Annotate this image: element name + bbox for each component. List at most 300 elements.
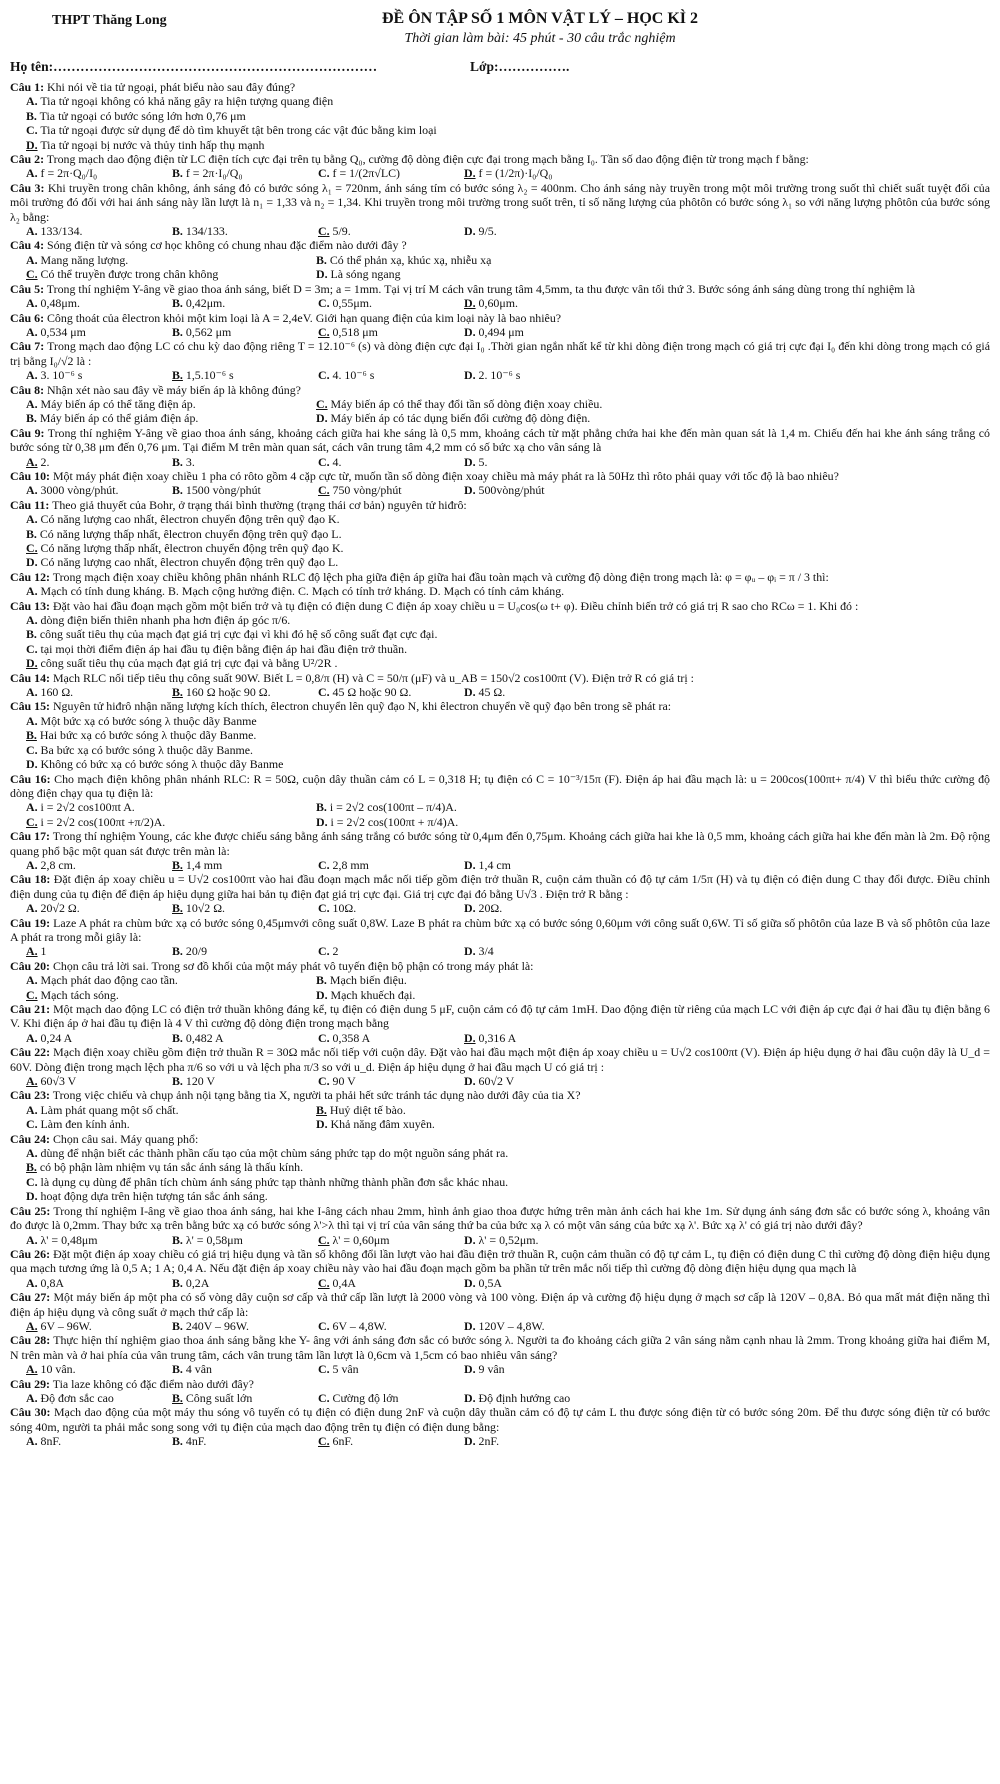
question-body: Đặt vào hai đầu đoạn mạch gồm một biến trở và tụ điện có điện dung C điện áp xoay chiều u = U₀cos(ω t+ φ). Điều chỉnh biến trở có giá trị R sao cho RCω = 1. Khi đó : xyxy=(49,598,859,613)
option-letter: D. xyxy=(464,1030,476,1045)
question-10 xyxy=(10,469,990,498)
answer-option[interactable] xyxy=(26,138,990,152)
option-text: 1,5.10⁻⁶ s xyxy=(182,368,234,383)
option-text: i = 2√2 cos(100πt + π/4)A. xyxy=(327,814,459,829)
question-24 xyxy=(10,1132,990,1204)
option-letter: A. xyxy=(26,454,38,469)
answer-option[interactable] xyxy=(172,1074,318,1088)
answer-option[interactable] xyxy=(26,527,990,541)
answer-option[interactable] xyxy=(464,901,610,915)
answer-option[interactable] xyxy=(464,1074,610,1088)
answer-option[interactable] xyxy=(318,1031,464,1045)
option-letter: C. xyxy=(318,224,330,239)
option-letter: A. xyxy=(26,368,38,383)
answer-option[interactable] xyxy=(464,1276,610,1290)
option-text: Mạch có tính dung kháng. B. Mạch cộng hưởng điện. C. Mạch có tính trở kháng. D. Mạch có tính cảm kháng. xyxy=(37,584,565,599)
answer-option[interactable] xyxy=(172,1319,318,1333)
answer-option[interactable] xyxy=(464,296,610,310)
option-text: λ' = 0,58μm xyxy=(182,1232,243,1247)
answer-option[interactable] xyxy=(172,1233,318,1247)
option-letter: A. xyxy=(26,1275,38,1290)
answer-option[interactable] xyxy=(172,483,318,497)
answer-option[interactable] xyxy=(318,1362,464,1376)
option-text: Độ đơn sắc cao xyxy=(37,1390,114,1405)
question-label: Câu 21: xyxy=(10,1002,51,1016)
answer-option[interactable] xyxy=(26,1031,172,1045)
option-text: 0,482 A xyxy=(182,1030,224,1045)
question-text xyxy=(10,599,990,613)
option-text: 0,2A xyxy=(182,1275,210,1290)
option-text: 134/133. xyxy=(182,224,228,239)
option-text: 5. xyxy=(475,454,488,469)
answer-option[interactable] xyxy=(172,1362,318,1376)
option-letter: C. xyxy=(26,641,38,656)
option-letter: D. xyxy=(316,814,328,829)
student-name-field: Họ tên:……………………………………………………………… xyxy=(10,59,378,74)
answer-option[interactable] xyxy=(172,901,318,915)
option-letter: B. xyxy=(172,1030,183,1045)
question-label: Câu 30: xyxy=(10,1405,51,1420)
answer-option[interactable] xyxy=(318,1319,464,1333)
question-label: Câu 26: xyxy=(10,1246,51,1261)
option-letter: D. xyxy=(464,1434,476,1449)
answer-option[interactable] xyxy=(26,613,990,627)
answer-option[interactable] xyxy=(318,296,464,310)
answer-option[interactable] xyxy=(318,944,464,958)
answer-option[interactable] xyxy=(318,901,464,915)
question-19 xyxy=(10,916,990,959)
answer-option[interactable] xyxy=(172,1391,318,1405)
option-text: 0,24 A xyxy=(37,1030,73,1045)
answer-option[interactable] xyxy=(26,411,316,425)
option-letter: A. xyxy=(26,613,38,628)
option-letter: B. xyxy=(172,166,183,181)
answer-option[interactable] xyxy=(172,166,318,180)
option-text: Không có bức xạ có bước sóng λ thuộc dãy Banme xyxy=(37,757,284,772)
answer-option[interactable] xyxy=(318,1233,464,1247)
answer-option[interactable] xyxy=(26,728,990,742)
question-label: Câu 24: xyxy=(10,1131,50,1146)
answer-option[interactable] xyxy=(316,800,606,814)
answer-option[interactable] xyxy=(172,685,318,699)
option-text: 0,5A xyxy=(475,1275,502,1290)
answer-option[interactable] xyxy=(26,1434,172,1448)
answer-option[interactable] xyxy=(316,253,606,267)
option-text: Tia tử ngoại được sử dụng để dò tìm khuyết tật bên trong các vật đúc bằng kim loại xyxy=(37,123,437,138)
option-text: 4. 10⁻⁶ s xyxy=(329,368,375,383)
answer-option[interactable] xyxy=(26,555,990,569)
option-letter: A. xyxy=(26,973,38,988)
option-list xyxy=(10,1319,990,1333)
question-28 xyxy=(10,1333,990,1376)
question-13 xyxy=(10,599,990,671)
option-letter: D. xyxy=(316,1117,328,1132)
option-letter: D. xyxy=(464,224,476,239)
answer-option[interactable] xyxy=(26,267,316,281)
answer-option[interactable] xyxy=(172,224,318,238)
option-text: 1 xyxy=(37,944,47,959)
answer-option[interactable] xyxy=(318,166,464,180)
option-letter: C. xyxy=(318,1318,330,1333)
question-text xyxy=(10,829,990,858)
option-text: i = 2√2 cos(100πt +π/2)A. xyxy=(37,814,166,829)
option-letter: C. xyxy=(318,685,330,700)
question-16 xyxy=(10,772,990,830)
option-text: 240V – 96W. xyxy=(182,1318,249,1333)
question-body: Laze A phát ra chùm bức xạ có bước sóng 0,45μmvới công suất 0,8W. Laze B phát ra chùm bức xạ có bước sóng 0,60μm với công suất 0,6W. Tỉ số giữa số phôtôn của laze B và số phôtôn của laze A phát ra trong mỗi giây là: xyxy=(10,915,990,944)
option-text: 0,316 A xyxy=(475,1030,517,1045)
answer-option[interactable] xyxy=(172,1276,318,1290)
answer-option[interactable] xyxy=(318,685,464,699)
option-letter: D. xyxy=(464,368,476,383)
answer-option[interactable] xyxy=(464,1233,610,1247)
answer-option[interactable] xyxy=(318,1276,464,1290)
question-text xyxy=(10,498,990,512)
option-text: 2. 10⁻⁶ s xyxy=(475,368,521,383)
option-text: 2 xyxy=(329,944,339,959)
option-letter: C. xyxy=(318,1390,330,1405)
question-body: Đặt một điện áp xoay chiều có giá trị hiệu dụng và tần số không đổi lần lượt vào hai đầu điện trở thuần R, cuộn cảm thuần có độ tự cảm L, tụ điện có điện dung C thì cường độ dòng điện hiệu dụng qua mạch tương ứng là 0,5 A; 1 A; 0,4 A. Nếu đặt điện áp xoay chiều này vào hai đầu đoạn mạch gồm ba phần tử trên mắc nối tiếp thì cường độ dòng điện hiệu dụng qua mạch là xyxy=(10,1246,990,1276)
question-25 xyxy=(10,1204,990,1247)
answer-option[interactable] xyxy=(464,368,610,382)
question-body: Trong thí nghiệm I-âng về giao thoa ánh sáng, hai khe I-âng cách nhau 2mm, hình ảnh giao thoa được hứng trên màn ảnh cách hai khe 1m. Sử dụng ánh sáng đơn sắc có bước sóng λ, khoảng vân đo được là 0,2mm. Thay bức xạ trên bằng bức xạ có bước sóng λ'>λ thì tại vị trí của vân sáng thứ ba của bức xạ λ có một vân sáng của bức xạ λ'. Bức xạ λ' có giá trị nào dưới đây? xyxy=(10,1203,990,1233)
question-body: Một máy phát điện xoay chiều 1 pha có rôto gồm 4 cặp cực từ, muốn tần số dòng điện xoay chiều mà máy phát ra là 50Hz thì rôto phải quay với tốc độ là bao nhiêu? xyxy=(49,468,839,483)
option-text: Mang năng lượng. xyxy=(37,252,129,267)
option-letter: A. xyxy=(26,857,38,872)
answer-option[interactable] xyxy=(26,1189,990,1203)
answer-option[interactable] xyxy=(316,973,606,987)
answer-option[interactable] xyxy=(464,1362,610,1376)
answer-option[interactable] xyxy=(464,685,610,699)
option-letter: A. xyxy=(26,396,38,411)
option-list xyxy=(10,973,990,1002)
answer-option[interactable] xyxy=(316,411,606,425)
option-list xyxy=(10,800,990,829)
answer-option[interactable] xyxy=(316,988,606,1002)
option-letter: B. xyxy=(26,411,37,426)
question-body: Thực hiện thí nghiệm giao thoa ánh sáng bằng khe Y- âng với ánh sáng đơn sắc có bước sóng λ. Người ta đo khoảng cách giữa 2 vân sáng nằm cạnh nhau là 2mm. Trong khoảng giữa hai điểm M, N trên màn và ở hai phía của vân trung tâm, cách vân trung tâm lần lượt là 0,6cm và 1,5cm có bao nhiêu vân sáng? xyxy=(10,1333,990,1362)
answer-option[interactable] xyxy=(26,800,316,814)
question-label: Câu 20: xyxy=(10,958,50,973)
question-text xyxy=(10,1290,990,1319)
option-list xyxy=(10,1146,990,1204)
option-text: Mạch khuếch đại. xyxy=(327,987,416,1002)
option-letter: D. xyxy=(316,267,328,282)
option-text: Máy biến áp có thể thay đổi tần số dòng điện xoay chiều. xyxy=(327,396,603,411)
option-letter: D. xyxy=(316,411,328,426)
question-label: Câu 12: xyxy=(10,569,50,584)
question-body: Mạch điện xoay chiều gồm điện trở thuần R = 30Ω mắc nối tiếp với cuộn dây. Đặt vào hai đầu mạch một điện áp xoay chiều u = U√2 cos100πt (V). Điện áp hiệu dụng ở hai đầu cuộn dây là U_d = 60V. Dòng điện trong mạch lệch pha π/6 so với u và lệch pha π/3 so với u_d. Điện áp hiệu dụng ở hai đầu mạch U có giá trị : xyxy=(10,1045,990,1074)
answer-option[interactable] xyxy=(26,541,990,555)
question-label: Câu 3: xyxy=(10,180,45,195)
answer-option[interactable] xyxy=(26,325,172,339)
option-text: công suất tiêu thụ của mạch đạt giá trị cực đại vì khi đó hệ số công suất đạt cực đại. xyxy=(36,627,438,642)
answer-option[interactable] xyxy=(26,1362,172,1376)
answer-option[interactable] xyxy=(26,757,990,771)
question-label: Câu 5: xyxy=(10,281,45,296)
question-text xyxy=(10,1002,990,1031)
question-text xyxy=(10,426,990,455)
answer-option[interactable] xyxy=(26,988,316,1002)
answer-option[interactable] xyxy=(464,224,610,238)
question-label: Câu 4: xyxy=(10,238,45,253)
question-26 xyxy=(10,1247,990,1290)
answer-option[interactable] xyxy=(172,1434,318,1448)
question-body: Sóng điện từ và sóng cơ học không có chung nhau đặc điểm nào dưới đây ? xyxy=(44,238,407,253)
option-text: 750 vòng/phút xyxy=(329,483,402,498)
answer-option[interactable] xyxy=(26,1074,172,1088)
answer-option[interactable] xyxy=(464,455,610,469)
option-text: 60√3 V xyxy=(37,1074,77,1089)
option-letter: D. xyxy=(464,324,476,339)
option-letter: A. xyxy=(26,584,38,599)
option-letter: B. xyxy=(172,296,183,311)
answer-option[interactable] xyxy=(172,944,318,958)
answer-option[interactable] xyxy=(172,455,318,469)
option-letter: A. xyxy=(26,166,38,181)
option-text: 9/5. xyxy=(475,224,497,239)
option-letter: B. xyxy=(172,857,183,872)
option-letter: D. xyxy=(464,1318,476,1333)
option-letter: D. xyxy=(26,137,38,152)
option-text: 0,4A xyxy=(329,1275,356,1290)
answer-option[interactable] xyxy=(318,368,464,382)
question-list xyxy=(10,80,990,1449)
answer-option[interactable] xyxy=(26,815,316,829)
answer-option[interactable] xyxy=(26,123,990,137)
option-letter: C. xyxy=(26,742,38,757)
answer-option[interactable] xyxy=(26,253,316,267)
option-letter: C. xyxy=(318,1232,330,1247)
answer-option[interactable] xyxy=(318,224,464,238)
option-list xyxy=(10,296,990,310)
answer-option[interactable] xyxy=(26,224,172,238)
option-text: 133/134. xyxy=(37,224,83,239)
option-text: Tia tử ngoại không có khả năng gây ra hiện tượng quang điện xyxy=(37,94,334,109)
option-list xyxy=(10,94,990,152)
answer-option[interactable] xyxy=(26,397,316,411)
option-list xyxy=(10,1434,990,1448)
question-label: Câu 10: xyxy=(10,468,50,483)
option-text: λ' = 0,52μm. xyxy=(475,1232,539,1247)
answer-option[interactable] xyxy=(318,1074,464,1088)
option-letter: B. xyxy=(172,1074,183,1089)
option-list xyxy=(10,1362,990,1376)
option-letter: C. xyxy=(318,368,330,383)
option-text: Làm đen kính ảnh. xyxy=(37,1117,130,1132)
option-list xyxy=(10,166,990,180)
answer-option[interactable] xyxy=(26,1146,990,1160)
option-text: f = 2π·I₀/Q₀ xyxy=(182,166,243,181)
option-list xyxy=(10,1276,990,1290)
option-text: 3. xyxy=(182,454,195,469)
answer-option[interactable] xyxy=(26,483,172,497)
option-text: công suất tiêu thụ của mạch đạt giá trị cực đại và bằng U²/2R . xyxy=(37,656,338,671)
question-27 xyxy=(10,1290,990,1333)
option-letter: C. xyxy=(318,296,330,311)
option-text: 2nF. xyxy=(475,1434,500,1449)
answer-option[interactable] xyxy=(26,1276,172,1290)
option-letter: A. xyxy=(26,685,38,700)
option-text: Hai bức xạ có bước sóng λ thuộc dãy Banme. xyxy=(36,728,257,743)
answer-option[interactable] xyxy=(318,858,464,872)
answer-option[interactable] xyxy=(26,368,172,382)
question-label: Câu 27: xyxy=(10,1290,51,1305)
option-letter: A. xyxy=(26,1146,38,1161)
option-text: λ' = 0,48μm xyxy=(37,1232,98,1247)
option-text: 0,8A xyxy=(37,1275,64,1290)
answer-option[interactable] xyxy=(464,1319,610,1333)
option-text: Máy biến áp có thể giảm điện áp. xyxy=(36,411,199,426)
option-letter: D. xyxy=(464,1390,476,1405)
answer-option[interactable] xyxy=(316,397,606,411)
answer-option[interactable] xyxy=(26,714,990,728)
option-letter: C. xyxy=(318,857,330,872)
option-letter: D. xyxy=(464,857,476,872)
option-letter: A. xyxy=(26,1390,38,1405)
answer-option[interactable] xyxy=(318,455,464,469)
answer-option[interactable] xyxy=(26,1391,172,1405)
question-29 xyxy=(10,1377,990,1406)
option-list xyxy=(10,944,990,958)
question-text xyxy=(10,1045,990,1074)
answer-option[interactable] xyxy=(316,1103,606,1117)
answer-option[interactable] xyxy=(316,815,606,829)
option-list xyxy=(10,1074,990,1088)
option-text: 6V – 96W. xyxy=(37,1318,92,1333)
answer-option[interactable] xyxy=(318,1391,464,1405)
answer-option[interactable] xyxy=(172,368,318,382)
answer-option[interactable] xyxy=(26,642,990,656)
question-body: Trong thí nghiệm Y-âng về giao thoa ánh sáng, biết D = 3m; a = 1mm. Tại vị trí M cách vân trung tâm 4,5mm, ta thu được vân tối thứ 3. Bước sóng ánh sáng dùng trong thí nghiệm là xyxy=(44,281,915,296)
question-text xyxy=(10,339,990,368)
answer-option[interactable] xyxy=(318,483,464,497)
option-text: 5/9. xyxy=(329,224,351,239)
answer-option[interactable] xyxy=(26,1319,172,1333)
option-letter: A. xyxy=(26,94,38,109)
answer-option[interactable] xyxy=(316,267,606,281)
question-text xyxy=(10,383,990,397)
answer-option[interactable] xyxy=(26,627,990,641)
answer-option[interactable] xyxy=(26,109,990,123)
answer-option[interactable] xyxy=(26,1160,990,1174)
answer-option[interactable] xyxy=(26,685,172,699)
option-text: 4nF. xyxy=(182,1434,207,1449)
answer-option[interactable] xyxy=(464,166,610,180)
answer-option[interactable] xyxy=(26,296,172,310)
answer-option[interactable] xyxy=(464,944,610,958)
option-text: 0,562 μm xyxy=(182,324,232,339)
option-text: Cường độ lớn xyxy=(329,1390,399,1405)
option-text: Làm phát quang một số chất. xyxy=(37,1102,179,1117)
answer-option[interactable] xyxy=(26,1175,990,1189)
option-letter: A. xyxy=(26,483,38,498)
option-text: λ' = 0,60μm xyxy=(329,1232,390,1247)
option-letter: D. xyxy=(464,901,476,916)
question-body: Theo giả thuyết của Bohr, ở trạng thái bình thường (trạng thái cơ bản) nguyên tử hiđrô: xyxy=(49,497,467,512)
option-text: 45 Ω hoặc 90 Ω. xyxy=(329,685,412,700)
option-text: 20Ω. xyxy=(475,901,503,916)
answer-option[interactable] xyxy=(26,512,990,526)
answer-option[interactable] xyxy=(316,1117,606,1131)
answer-option[interactable] xyxy=(172,1031,318,1045)
question-9 xyxy=(10,426,990,469)
question-18 xyxy=(10,872,990,915)
answer-option[interactable] xyxy=(26,743,990,757)
option-text: dùng để nhận biết các thành phần cấu tạo của một chùm sáng phức tạp do một nguồn sáng phát ra. xyxy=(37,1146,509,1161)
answer-option[interactable] xyxy=(26,858,172,872)
option-letter: D. xyxy=(464,454,476,469)
answer-option[interactable] xyxy=(464,325,610,339)
answer-option[interactable] xyxy=(26,166,172,180)
answer-option[interactable] xyxy=(464,858,610,872)
answer-option[interactable] xyxy=(318,325,464,339)
option-letter: B. xyxy=(26,108,37,123)
answer-option[interactable] xyxy=(172,325,318,339)
answer-option[interactable] xyxy=(26,901,172,915)
option-letter: A. xyxy=(26,296,38,311)
option-text: Ba bức xạ có bước sóng λ thuộc dãy Banme. xyxy=(37,742,254,757)
answer-option[interactable] xyxy=(26,94,990,108)
question-label: Câu 25: xyxy=(10,1203,51,1218)
answer-option[interactable] xyxy=(464,1391,610,1405)
option-text: 90 V xyxy=(329,1074,356,1089)
answer-option[interactable] xyxy=(26,455,172,469)
option-text: 0,534 μm xyxy=(37,324,86,339)
question-text xyxy=(10,1333,990,1362)
answer-option[interactable] xyxy=(464,1031,610,1045)
question-label: Câu 7: xyxy=(10,339,45,354)
answer-option[interactable] xyxy=(26,584,990,598)
option-letter: C. xyxy=(318,324,330,339)
question-text xyxy=(10,1204,990,1233)
option-text: 3/4 xyxy=(475,944,494,959)
question-text xyxy=(10,772,990,801)
option-text: 1,4 mm xyxy=(182,857,223,872)
question-label: Câu 19: xyxy=(10,915,51,930)
answer-option[interactable] xyxy=(318,1434,464,1448)
option-text: 6V – 4,8W. xyxy=(329,1318,387,1333)
answer-option[interactable] xyxy=(26,1103,316,1117)
question-label: Câu 6: xyxy=(10,310,45,325)
question-body: Chọn câu sai. Máy quang phổ: xyxy=(49,1131,199,1146)
option-text: 0,60μm. xyxy=(475,296,518,311)
option-letter: B. xyxy=(172,1390,183,1405)
question-body: Nhận xét nào sau đây về máy biến áp là không đúng? xyxy=(44,382,301,397)
option-text: 20/9 xyxy=(182,944,208,959)
option-letter: B. xyxy=(172,1318,183,1333)
answer-option[interactable] xyxy=(26,1233,172,1247)
question-text xyxy=(10,1088,990,1102)
answer-option[interactable] xyxy=(26,1117,316,1131)
option-text: 0,494 μm xyxy=(475,324,524,339)
answer-option[interactable] xyxy=(464,1434,610,1448)
option-text: 20√2 Ω. xyxy=(37,901,80,916)
option-letter: B. xyxy=(172,324,183,339)
question-label: Câu 29: xyxy=(10,1376,50,1391)
question-12 xyxy=(10,570,990,599)
answer-option[interactable] xyxy=(26,973,316,987)
question-label: Câu 14: xyxy=(10,670,50,685)
exam-header xyxy=(10,12,990,56)
answer-option[interactable] xyxy=(172,858,318,872)
answer-option[interactable] xyxy=(464,483,610,497)
option-text: 10Ω. xyxy=(329,901,357,916)
answer-option[interactable] xyxy=(172,296,318,310)
option-letter: D. xyxy=(464,1232,476,1247)
answer-option[interactable] xyxy=(26,656,990,670)
answer-option[interactable] xyxy=(26,944,172,958)
